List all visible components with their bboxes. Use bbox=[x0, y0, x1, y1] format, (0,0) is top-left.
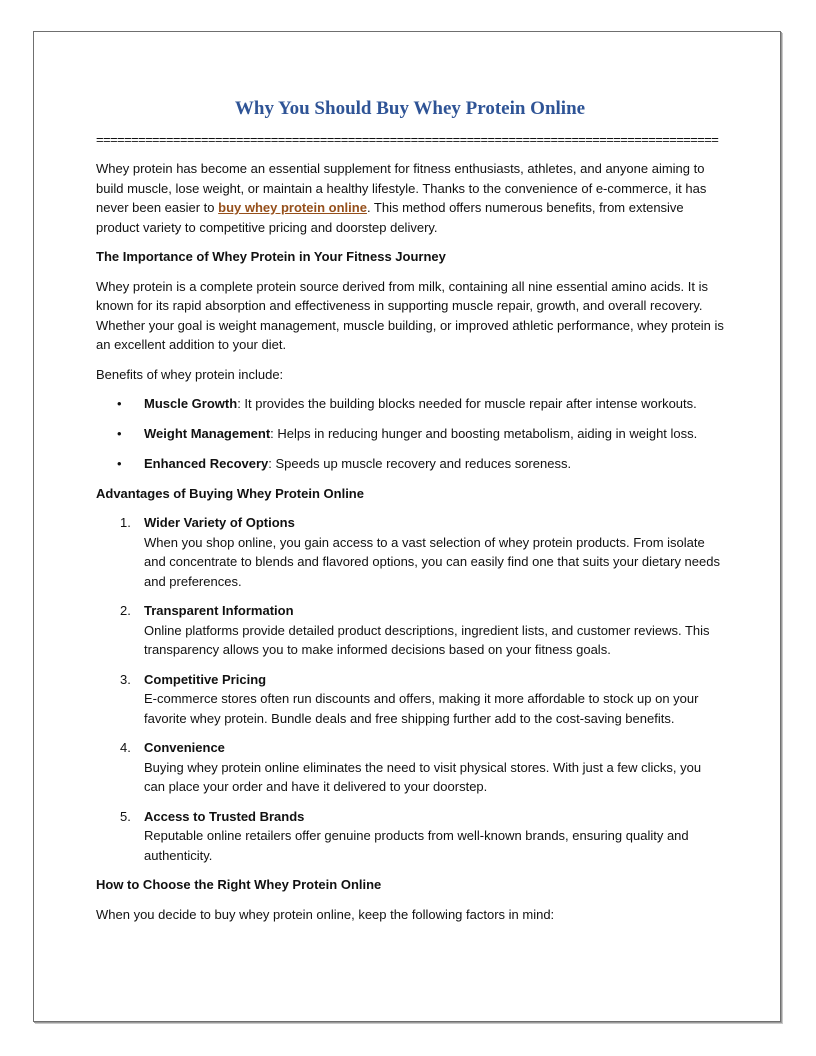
buy-whey-protein-link[interactable]: buy whey protein online bbox=[218, 200, 367, 215]
intro-text-after: . This method offers numerous benefits, from extensive product variety to competitive pricing and doorstep delivery. bbox=[96, 200, 684, 235]
item-number: 5. bbox=[120, 808, 131, 824]
importance-paragraph: Whey protein is a complete protein source derived from milk, containing all nine essential amino acids. It is known for its rapid absorption and effectiveness in supporting muscle repair, growth, and overall recovery. Whether your goal is weight management, muscle building, or improved athletic performance, whey protein is an excellent addition to your diet. bbox=[96, 278, 724, 352]
benefits-list bbox=[96, 394, 724, 474]
section-heading-choose: How to Choose the Right Whey Protein Online bbox=[96, 877, 382, 892]
bullet-icon: • bbox=[117, 426, 122, 441]
choose-paragraph: When you decide to buy whey protein online, keep the following factors in mind: bbox=[96, 906, 555, 922]
intro-paragraph bbox=[96, 159, 724, 237]
section-heading-advantages: Advantages of Buying Whey Protein Online bbox=[96, 485, 364, 501]
list-item bbox=[96, 394, 724, 414]
item-body: When you shop online, you gain access to a vast selection of whey protein products. From isolate and concentrate to blends and flavored options, you can easily find one that suits your dietary needs and preferences. bbox=[144, 534, 720, 589]
benefit-text: : Speeds up muscle recovery and reduces soreness. bbox=[268, 456, 572, 471]
list-item bbox=[96, 513, 724, 591]
document-title: Why You Should Buy Whey Protein Online bbox=[234, 98, 586, 119]
item-number: 2. bbox=[120, 603, 131, 618]
item-number: 1. bbox=[120, 515, 131, 530]
item-body: E-commerce stores often run discounts and offers, making it more affordable to stock up on your favorite whey protein. Bundle deals and free shipping further add to the cost-saving benefits. bbox=[144, 691, 699, 726]
list-item bbox=[96, 424, 724, 444]
list-item bbox=[96, 670, 724, 729]
item-number: 3. bbox=[120, 671, 131, 687]
benefit-text: : Helps in reducing hunger and boosting metabolism, aiding in weight loss. bbox=[270, 426, 698, 441]
item-title: Wider Variety of Options bbox=[144, 515, 295, 530]
list-item bbox=[96, 454, 724, 474]
benefit-term: Weight Management bbox=[144, 426, 271, 441]
list-item bbox=[96, 738, 724, 797]
document-content bbox=[96, 96, 724, 924]
benefit-term: Enhanced Recovery bbox=[144, 456, 269, 471]
benefit-term: Muscle Growth bbox=[144, 396, 238, 411]
benefits-intro: Benefits of whey protein include: bbox=[96, 366, 284, 382]
item-title: Convenience bbox=[144, 740, 225, 755]
bullet-icon: • bbox=[117, 456, 122, 471]
item-body: Online platforms provide detailed product descriptions, ingredient lists, and customer reviews. This transparency allows you to make informed decisions based on your fitness goals. bbox=[144, 622, 710, 657]
item-title: Access to Trusted Brands bbox=[144, 808, 305, 824]
list-item bbox=[96, 807, 724, 866]
benefit-text: : It provides the building blocks needed for muscle repair after intense workouts. bbox=[237, 396, 697, 411]
intro-text-before: Whey protein has become an essential supplement for fitness enthusiasts, athletes, and anyone aiming to build muscle, lose weight, or maintain a healthy lifestyle. Thanks to the convenience of e-commerce, it has never been easier to bbox=[96, 161, 707, 215]
item-title: Transparent Information bbox=[144, 603, 294, 618]
item-body: Buying whey protein online eliminates the need to visit physical stores. With just a few clicks, you can place your order and have it delivered to your doorstep. bbox=[144, 759, 702, 794]
list-item bbox=[96, 601, 724, 660]
bullet-icon: • bbox=[117, 396, 122, 411]
title-separator: ========================================================================================= bbox=[96, 133, 719, 147]
advantages-list bbox=[96, 513, 724, 865]
item-title: Competitive Pricing bbox=[144, 671, 267, 687]
item-number: 4. bbox=[120, 740, 131, 755]
section-heading-importance: The Importance of Whey Protein in Your Fitness Journey bbox=[96, 249, 446, 264]
item-body: Reputable online retailers offer genuine products from well-known brands, ensuring quality and authenticity. bbox=[144, 828, 689, 863]
